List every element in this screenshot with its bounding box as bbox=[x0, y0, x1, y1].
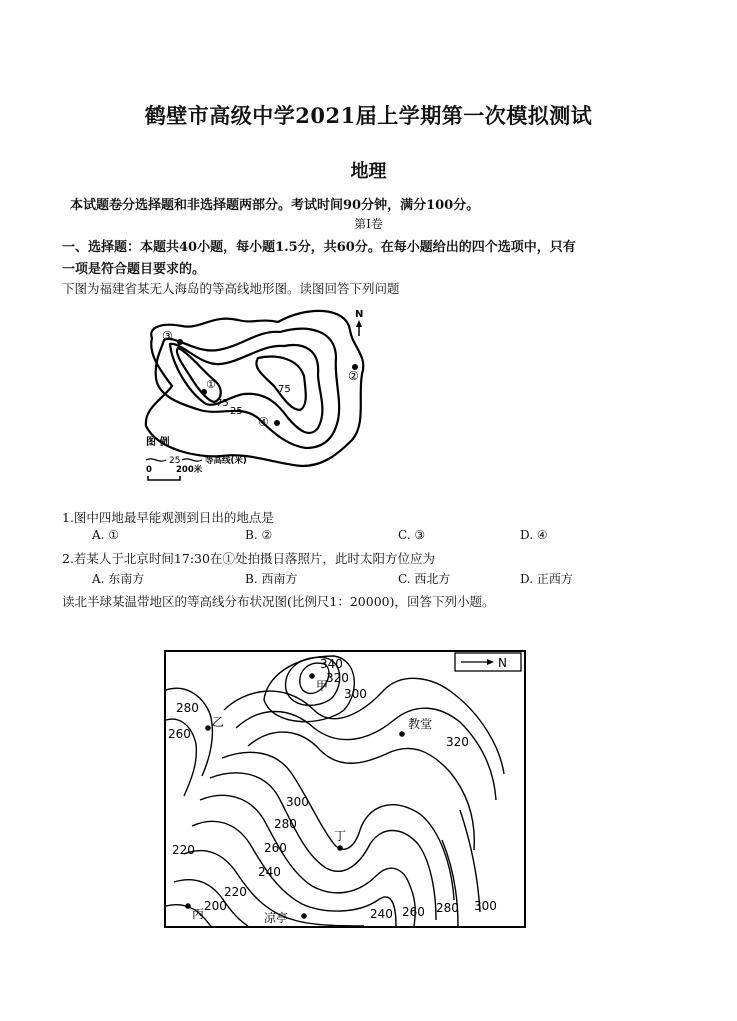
question-1-option-c[interactable]: C. ③ bbox=[398, 528, 426, 542]
point-2-label: ② bbox=[348, 369, 359, 383]
point-4-dot bbox=[274, 420, 280, 426]
place-bing: 丙 bbox=[192, 907, 205, 921]
legend-title: 图 例 bbox=[146, 437, 170, 448]
map2-contour-label: 320 bbox=[326, 671, 349, 685]
question-2-option-b[interactable]: B. 西南方 bbox=[245, 572, 298, 586]
contour-50 bbox=[170, 344, 322, 433]
section-heading-line2: 一项是符合题目要求的。 bbox=[62, 262, 206, 277]
map2-contour-label: 220 bbox=[172, 843, 195, 857]
island-coastline bbox=[146, 311, 363, 466]
place-jia: 甲 bbox=[316, 679, 329, 693]
question-1-option-b[interactable]: B. ② bbox=[245, 528, 273, 542]
map2-contour-label: 220 bbox=[224, 885, 247, 899]
volume-label: 第Ⅰ卷 bbox=[354, 217, 383, 231]
map2-contour-label: 300 bbox=[474, 899, 497, 913]
map2-contour-label: 280 bbox=[274, 817, 297, 831]
subject-title: 地理 bbox=[350, 161, 387, 182]
point-1-label: ① bbox=[206, 378, 216, 391]
map2-contour-label: 320 bbox=[446, 735, 469, 749]
map1-contour-label: 75 bbox=[216, 398, 229, 409]
map2-contour-label: 300 bbox=[286, 795, 309, 809]
question-1-option-d[interactable]: D. ④ bbox=[520, 528, 548, 542]
map2-intro: 读北半球某温带地区的等高线分布状况图(比例尺1：20000)，回答下列小题。 bbox=[62, 594, 495, 609]
map1-north-label: N bbox=[355, 309, 364, 320]
legend-scale-value: 200米 bbox=[176, 465, 203, 475]
question-2-option-c[interactable]: C. 西北方 bbox=[398, 572, 451, 586]
map2-contour-label: 340 bbox=[320, 657, 343, 671]
legend-contour-label: 等高线(米) bbox=[205, 456, 247, 466]
north-arrow-icon bbox=[356, 320, 362, 327]
place-church: 教堂 bbox=[408, 717, 433, 731]
exam-instructions: 本试题卷分选择题和非选择题两部分。考试时间90分钟，满分100分。 bbox=[70, 198, 480, 213]
place-ding: 丁 bbox=[334, 829, 347, 843]
point-3-label: ③ bbox=[162, 329, 173, 343]
question-1-text: 1.图中四地最早能观测到日出的地点是 bbox=[62, 510, 274, 525]
contour-75-west bbox=[177, 348, 221, 402]
map2-contour-label: 260 bbox=[168, 727, 191, 741]
question-2-option-d[interactable]: D. 正西方 bbox=[520, 572, 573, 586]
question-2-text: 2.若某人于北京时间17:30在①处拍摄日落照片，此时太阳方位应为 bbox=[62, 551, 435, 566]
map2-contour-label: 240 bbox=[258, 865, 281, 879]
exam-title: 鹤壁市高级中学2021届上学期第一次模拟测试 bbox=[144, 103, 593, 128]
map1-intro: 下图为福建省某无人海岛的等高线地形图。读图回答下列问题 bbox=[62, 281, 400, 296]
map2-contour-label: 260 bbox=[264, 841, 287, 855]
map1-legend bbox=[146, 435, 247, 480]
map2-contour-label: 280 bbox=[176, 701, 199, 715]
section-heading-line1: 一、选择题：本题共40小题，每小题1.5分，共60分。在每小题给出的四个选项中，只有 bbox=[62, 240, 576, 255]
point-3-dot bbox=[177, 339, 183, 345]
map2-contour-label: 300 bbox=[344, 687, 367, 701]
island-contour-map bbox=[140, 300, 385, 490]
map2-contour-label: 280 bbox=[436, 901, 459, 915]
question-2-option-a[interactable]: A. 东南方 bbox=[92, 572, 145, 586]
contour-25 bbox=[156, 329, 339, 448]
question-1-option-a[interactable]: A. ① bbox=[92, 528, 120, 542]
legend-scale-zero: 0 bbox=[146, 465, 152, 475]
point-4-label: ④ bbox=[258, 415, 269, 429]
map2-contour-label: 260 bbox=[402, 905, 425, 919]
place-pavilion: 凉亭 bbox=[264, 911, 289, 925]
map2-north-label: N bbox=[498, 656, 507, 670]
map1-contour-label: 25 bbox=[230, 406, 243, 417]
temperate-contour-map bbox=[164, 650, 526, 928]
map1-contour-label: 75 bbox=[278, 384, 291, 395]
map2-contour-label: 200 bbox=[204, 899, 227, 913]
place-yi: 乙 bbox=[212, 715, 225, 729]
legend-contour-value: 25 bbox=[169, 456, 181, 466]
map2-contour-label: 240 bbox=[370, 907, 393, 921]
